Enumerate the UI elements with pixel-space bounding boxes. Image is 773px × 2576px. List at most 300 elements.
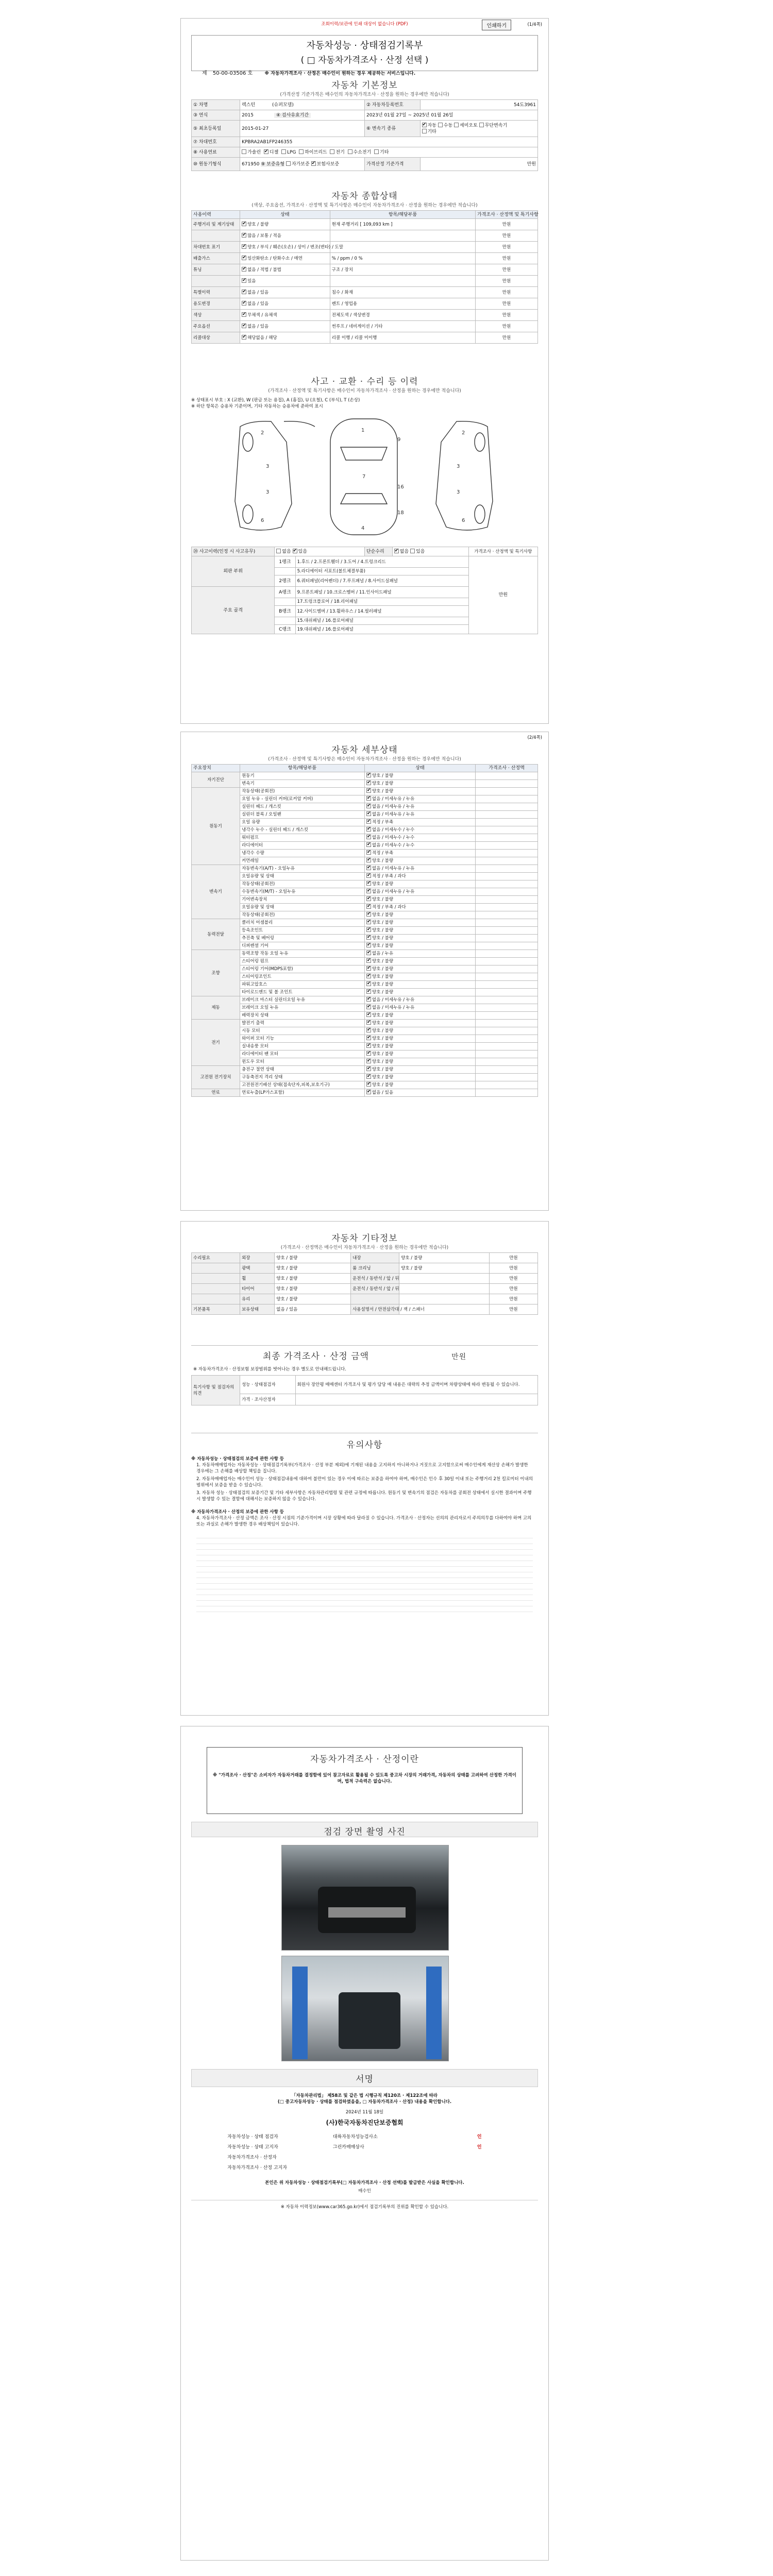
photo-title: 점검 장면 촬영 사진 (324, 1827, 406, 1837)
other-won: 만원 (489, 1284, 537, 1294)
svg-text:6: 6 (261, 518, 264, 523)
detail-group: 제동 (192, 996, 240, 1020)
checkbox[interactable] (366, 873, 371, 878)
sign-buyer: 매수인 (358, 2189, 371, 2194)
checkbox[interactable] (366, 951, 371, 955)
overall-cell (330, 230, 475, 242)
final-text: ※ 자동차가격조사 · 산정보험 보장범위를 벗어나는 경우 별도로 안내해드립니다. (193, 1367, 346, 1372)
checkbox[interactable] (366, 1074, 371, 1079)
detail-item: 오일유량 및 상태 (240, 904, 365, 911)
detail-status (364, 1020, 475, 1027)
checkbox[interactable] (264, 149, 268, 154)
detail-status-text: 양호 / 불량 (372, 936, 394, 941)
detail-status-text: 양호 / 불량 (372, 943, 394, 948)
other-cell (192, 1263, 240, 1274)
detail-status (364, 989, 475, 996)
overall-status-text: 있음 (247, 278, 256, 284)
detail-price (476, 772, 538, 780)
detail-status-text: 양호 / 불량 (372, 982, 394, 987)
overall-cell: 만원 (476, 332, 538, 344)
detail-status (364, 1050, 475, 1058)
checkbox[interactable] (366, 1036, 371, 1040)
checkbox[interactable] (366, 989, 371, 994)
other-cell: 휠 (240, 1274, 275, 1284)
checkbox[interactable] (286, 161, 291, 166)
checkbox[interactable] (366, 1066, 371, 1071)
checkbox[interactable] (366, 920, 371, 924)
caution-p4: 4. 자동차가격조사 · 산정 금액은 조사 · 산정 시점의 기준가격이며 시장 상황에 따라 달라질 수 있습니다. 가격조사 · 산정자는 선의의 관리자로서 주의의무를 다하여야 하며 고의 또는 과실로 손해가 발생한 경우 배상책임이 있습니다. (196, 1516, 532, 1527)
checkbox[interactable] (366, 881, 371, 886)
checkbox[interactable] (293, 549, 297, 553)
sign-bottom1: 본인은 위 자동차성능 · 상태점검기록부(□ 자동차가격조사 · 산정 선택)를 발급받은 사실을 확인합니다. (265, 2180, 464, 2185)
detail-item: 고전원전기배선 상태(접속단자,피복,보호기구) (240, 1081, 365, 1089)
detail-price (476, 834, 538, 842)
overall-sub: (색상, 주요옵션, 가격조사 · 산정액 및 특기사항은 매수인이 자동차가격조사 · 산정을 원하는 경우에만 적습니다) (251, 203, 478, 208)
detail-price (476, 1089, 538, 1097)
overall-cell: 차대번호 표기 (192, 242, 240, 253)
checkbox[interactable] (366, 858, 371, 862)
detail-sub: (가격조사 · 산정액 및 특기사항은 매수인이 자동차가격조사 · 산정을 원하는 경우에만 적습니다) (268, 757, 461, 762)
final-won: 만원 (451, 1353, 467, 1361)
overall-h3: 항목/해당부품 (330, 211, 475, 219)
detail-row (192, 981, 538, 989)
overall-status (240, 332, 330, 344)
checkbox[interactable] (242, 149, 246, 154)
overall-status (240, 321, 330, 332)
doc-subtitle: ( □ 자동차가격조사 · 산정 선택 ) (300, 55, 429, 65)
sign-r4l: 자동차가격조사 · 산정 고지자 (227, 2165, 288, 2171)
page-number: (1/4쪽) (527, 22, 542, 27)
plate: 54도3961 (420, 100, 538, 110)
other-cell: 양호 / 불량 (275, 1263, 351, 1274)
detail-price (476, 973, 538, 981)
detail-status (364, 780, 475, 788)
checkbox[interactable] (394, 549, 399, 553)
detail-status (364, 873, 475, 880)
label-repair: 단순수리 (364, 547, 392, 556)
detail-status (364, 973, 475, 981)
checkbox[interactable] (242, 267, 246, 272)
detail-row (192, 873, 538, 880)
accident-title: 사고 · 교환 · 수리 등 이력 (311, 377, 418, 387)
page-2 (180, 732, 549, 1211)
detail-price (476, 919, 538, 927)
checkbox[interactable] (422, 123, 427, 127)
checkbox[interactable] (366, 927, 371, 932)
label-plate: ② 자동차등록번호 (364, 100, 420, 110)
checkbox[interactable] (366, 819, 371, 824)
checkbox[interactable] (366, 788, 371, 793)
checkbox[interactable] (242, 312, 246, 317)
detail-status-text: 없음 / 미세누유 / 누유 (372, 866, 415, 871)
panel-rank2: 6.쿼터패널(리어펜더) / 7.루프패널 / 8.사이드실패널 (295, 575, 468, 587)
overall-section (191, 189, 538, 344)
detail-price (476, 904, 538, 911)
rankC: C랭크 (275, 625, 295, 634)
checkbox[interactable] (299, 149, 304, 154)
detail-item: 클러치 어셈블리 (240, 919, 365, 927)
overall-row (192, 287, 538, 298)
rank1: 1랭크 (275, 556, 295, 568)
detail-row (192, 865, 538, 873)
inspection-photo-1 (281, 1845, 449, 1951)
checkbox[interactable] (438, 123, 443, 127)
checkbox[interactable] (366, 974, 371, 978)
car-diagram (191, 411, 539, 545)
detail-status-text: 없음 / 미세누수 / 누수 (372, 835, 415, 840)
print-button[interactable]: 인쇄하기 (482, 20, 511, 30)
checkbox[interactable] (366, 889, 371, 893)
checkbox[interactable] (366, 842, 371, 847)
detail-row (192, 888, 538, 896)
checkbox[interactable] (366, 1082, 371, 1087)
overall-status (240, 242, 344, 253)
detail-row (192, 904, 538, 911)
checkbox[interactable] (366, 850, 371, 855)
detail-item: 변속기 (240, 780, 365, 788)
detail-h2: 항목/해당부품 (240, 765, 365, 772)
checkbox[interactable] (276, 549, 281, 553)
detail-row (192, 989, 538, 996)
checkbox[interactable] (330, 149, 334, 154)
detail-status-text: 없음 / 미세누유 / 누유 (372, 997, 415, 1003)
detail-status-text: 없음 / 미세누유 / 누유 (372, 796, 415, 802)
detail-status (364, 834, 475, 842)
other-cell: 유리 (240, 1294, 275, 1304)
fuel-gasoline: 가솔린 (247, 149, 261, 155)
detail-price (476, 1074, 538, 1081)
guide-box (207, 1747, 523, 1814)
doc-no: 50-00-03506 (212, 71, 246, 76)
overall-status-text: 많음 / 보통 / 적음 (247, 233, 281, 239)
detail-status (364, 904, 475, 911)
detail-price (476, 850, 538, 857)
checkbox[interactable] (366, 1005, 371, 1009)
detail-status (364, 1074, 475, 1081)
label-fuel: ⑧ 사용연료 (192, 147, 240, 158)
sign-r3l: 자동차가격조사 · 산정자 (227, 2155, 277, 2160)
other-cell (399, 1274, 490, 1284)
detail-price (476, 958, 538, 965)
other-cell: 양호 / 불량 (399, 1253, 490, 1263)
frame-head: 주요 골격 (192, 587, 275, 634)
overall-status (240, 253, 330, 264)
detail-status-text: 양호 / 불량 (372, 974, 394, 979)
overall-status-text: 해당없음 / 해당 (247, 335, 277, 341)
other-row (192, 1284, 538, 1294)
overall-status-text: 없음 / 있음 (247, 290, 269, 295)
checkbox[interactable] (366, 1051, 371, 1056)
checkbox[interactable] (242, 335, 246, 340)
other-cell: 룸 크리닝 (351, 1263, 399, 1274)
overall-cell (192, 230, 240, 242)
sign-law2: (□ 중고자동차성능 · 상태를 점검하였음을, □ 자동차가격조사 · 산정) 내용을 확인합니다. (277, 2099, 452, 2105)
fuel-hydrogen: 수소전기 (353, 149, 372, 155)
detail-status (364, 1058, 475, 1066)
other-cell: 양호 / 불량 (275, 1253, 351, 1263)
detail-status (364, 842, 475, 850)
checkbox[interactable] (366, 896, 371, 901)
detail-status (364, 880, 475, 888)
basic-table (191, 99, 538, 171)
overall-cell: % / ppm / 0 % (330, 253, 475, 264)
checkbox[interactable] (366, 943, 371, 947)
detail-status (364, 965, 475, 973)
other-section (191, 1231, 538, 1315)
checkbox[interactable] (366, 904, 371, 909)
checkbox[interactable] (242, 244, 246, 249)
doc-no-suffix: 호 (247, 71, 253, 76)
label-engine: ⑩ 원동기형식 (192, 158, 240, 171)
overall-cell: 만원 (476, 219, 538, 230)
svg-text:9: 9 (397, 437, 401, 443)
checkbox[interactable] (366, 804, 371, 808)
other-cell: 외장 (240, 1253, 275, 1263)
other-cell (192, 1294, 240, 1304)
detail-item: 오일 유량 (240, 819, 365, 826)
overall-cell: 만원 (476, 298, 538, 310)
other-cell: 보유상태 (240, 1304, 275, 1315)
checkbox[interactable] (366, 1090, 371, 1094)
checkbox[interactable] (348, 149, 352, 154)
checkbox[interactable] (366, 835, 371, 839)
detail-row (192, 965, 538, 973)
guide-title: 자동차가격조사 · 산정이란 (310, 1754, 419, 1765)
detail-status (364, 896, 475, 904)
other-row (192, 1304, 538, 1315)
checkbox[interactable] (366, 997, 371, 1002)
label-trans: ⑥ 변속기 종류 (364, 121, 420, 137)
repair-none: 없음 (399, 549, 409, 554)
caution-fineprint (196, 1533, 533, 1615)
caution-p2: 2. 자동차매매업자는 매수인이 성능 · 상태점검내용에 대하여 불만이 있는 경우 이에 따르는 보증을 하여야 하며, 매수인은 인수 후 30일 이내 또는 주행거리 2천 킬로미터 이내의 범위에서 보증을 받을 수 있습니다. (196, 1477, 533, 1488)
detail-status (364, 911, 475, 919)
detail-status-text: 없음 / 미세누유 / 누유 (372, 889, 415, 894)
detail-status-text: 양호 / 불량 (372, 789, 394, 794)
checkbox[interactable] (366, 1012, 371, 1017)
valid: 2023년 01월 27일 ~ 2025년 01월 26일 (364, 110, 537, 121)
checkbox[interactable] (366, 1028, 371, 1032)
frame-rankA2: 17.트렁크플로어 / 18.리어패널 (295, 598, 468, 606)
page-4 (180, 1726, 549, 2561)
other-row (192, 1274, 538, 1284)
checkbox[interactable] (242, 290, 246, 294)
page-number-2: (2/4쪽) (527, 735, 542, 740)
other-cell: 타이어 (240, 1284, 275, 1294)
detail-row (192, 1081, 538, 1089)
rankB: B랭크 (275, 606, 295, 617)
checkbox[interactable] (374, 149, 379, 154)
detail-row (192, 842, 538, 850)
overall-cell: 만원 (476, 264, 538, 276)
first-reg: 2015-01-27 (240, 121, 365, 137)
checkbox[interactable] (242, 301, 246, 306)
detail-status (364, 811, 475, 819)
detail-item: 발전기 출력 (240, 1020, 365, 1027)
year: 2015 (242, 112, 254, 118)
detail-status (364, 1004, 475, 1012)
detail-h3: 상태 (364, 765, 475, 772)
frame-rankB: 12.사이드멤버 / 13.휠하우스 / 14.필러패널 (295, 606, 468, 617)
overall-cell: 전체도색 / 색상변경 (330, 310, 475, 321)
detail-price (476, 811, 538, 819)
detail-row (192, 911, 538, 919)
overall-status-text: 일산화탄소 / 탄화수소 / 매연 (247, 256, 303, 261)
checkbox[interactable] (242, 222, 246, 226)
frame-rankA: 9.프론트패널 / 10.크로스멤버 / 11.인사이드패널 (295, 587, 468, 598)
checkbox[interactable] (366, 781, 371, 785)
checkbox[interactable] (366, 981, 371, 986)
overall-row (192, 242, 538, 253)
checkbox[interactable] (366, 935, 371, 940)
detail-status (364, 772, 475, 780)
checkbox[interactable] (422, 129, 427, 133)
detail-status (364, 950, 475, 958)
detail-row (192, 958, 538, 965)
accident-sub: (가격조사 · 산정액 및 특기사항은 매수인이 자동차가격조사 · 산정을 원하는 경우에만 적습니다) (268, 388, 461, 394)
overall-cell: 침수 / 화재 (330, 287, 475, 298)
svg-text:1: 1 (361, 428, 365, 433)
detail-item: 브레이크 오일 누유 (240, 1004, 365, 1012)
checkbox[interactable] (281, 149, 286, 154)
checkbox[interactable] (366, 796, 371, 801)
checkbox[interactable] (366, 811, 371, 816)
acc-none: 없음 (282, 549, 291, 554)
overall-row (192, 264, 538, 276)
frame-rankB2: 15.대쉬패널 / 16.플로어패널 (295, 617, 468, 625)
other-title: 자동차 기타정보 (331, 1233, 398, 1244)
checkbox[interactable] (242, 324, 246, 328)
warranty-insurance: 보험사보증 (316, 161, 340, 167)
detail-status (364, 935, 475, 942)
overall-row (192, 332, 538, 344)
detail-status (364, 888, 475, 896)
detail-price (476, 1058, 538, 1066)
detail-item: 오일 누유 - 실린더 커버(로커암 커버) (240, 795, 365, 803)
detail-row (192, 850, 538, 857)
detail-price (476, 803, 538, 811)
detail-status-text: 양호 / 불량 (372, 1059, 394, 1064)
detail-status-text: 없음 / 있음 (372, 1090, 394, 1095)
engine-cell (240, 158, 365, 171)
checkbox[interactable] (242, 256, 246, 260)
detail-status (364, 919, 475, 927)
caution-h2: ※ 자동차가격조사 · 산정의 보증에 관한 사항 등 (191, 1510, 284, 1515)
checkbox[interactable] (366, 827, 371, 832)
detail-row (192, 1020, 538, 1027)
detail-group: 자기진단 (192, 772, 240, 788)
checkbox[interactable] (366, 773, 371, 777)
other-won: 만원 (489, 1253, 537, 1263)
detail-status (364, 942, 475, 950)
detail-item: 동력조향 작동 오일 누유 (240, 950, 365, 958)
overall-cell: 리콜 이행 / 리콜 미이행 (330, 332, 475, 344)
overall-row (192, 321, 538, 332)
detail-row (192, 919, 538, 927)
trans-etc: 기타 (427, 129, 436, 134)
detail-status (364, 996, 475, 1004)
final-r1l: 특기사항 및 점검자의 의견 (192, 1376, 240, 1405)
detail-status-text: 양호 / 불량 (372, 1013, 394, 1018)
checkbox[interactable] (454, 123, 459, 127)
checkbox[interactable] (366, 912, 371, 917)
other-won: 만원 (489, 1263, 537, 1274)
detail-status (364, 857, 475, 865)
fuel-lpg: LPG (287, 149, 296, 155)
detail-status-text: 양호 / 불량 (372, 1044, 394, 1049)
detail-item: 실린더 블록 / 오일팬 (240, 811, 365, 819)
other-cell (399, 1284, 490, 1294)
detail-status (364, 1035, 475, 1043)
detail-status (364, 1089, 475, 1097)
detail-item: 작동상태(공회전) (240, 788, 365, 795)
other-cell (399, 1294, 490, 1304)
overall-h2: 상태 (240, 211, 330, 219)
detail-h1: 주요장치 (192, 765, 240, 772)
detail-row (192, 1004, 538, 1012)
warranty-self: 자가보증 (291, 161, 310, 167)
other-sub: (가격조사 · 산정액은 매수인이 자동차가격조사 · 산정을 원하는 경우에만 적습니다) (280, 1245, 449, 1250)
checkbox[interactable] (410, 549, 415, 553)
detail-item: 수동변속기(M/T) - 오일누유 (240, 888, 365, 896)
trans-auto: 자동 (427, 123, 436, 128)
checkbox[interactable] (366, 966, 371, 971)
other-cell: 수리필요 (192, 1253, 240, 1263)
checkbox[interactable] (479, 123, 484, 127)
checkbox[interactable] (366, 1020, 371, 1025)
svg-text:2: 2 (462, 430, 465, 436)
sign-r2v: 그린카매매상사 (332, 2145, 364, 2150)
checkbox[interactable] (366, 1043, 371, 1048)
svg-text:16: 16 (397, 484, 404, 490)
detail-status (364, 803, 475, 811)
trans-semi: 세미오토 (460, 123, 478, 128)
detail-group: 고전원 전기장치 (192, 1066, 240, 1089)
car-name: 렉스턴 (242, 102, 256, 108)
detail-price (476, 996, 538, 1004)
frame-rankC: 19.대쉬패널 / 16.플로어패널 (295, 625, 468, 634)
overall-row (192, 219, 538, 230)
checkbox[interactable] (366, 1059, 371, 1063)
checkbox[interactable] (366, 958, 371, 963)
detail-row (192, 1066, 538, 1074)
accident-legend2: ※ 하단 항목은 승용차 기준이며, 기타 자동차는 승용차에 준하여 표시 (191, 404, 323, 409)
checkbox[interactable] (242, 233, 246, 238)
label-price: 가격산정 기준가격 (364, 158, 420, 171)
detail-row (192, 1050, 538, 1058)
checkbox[interactable] (242, 278, 246, 283)
detail-row (192, 1089, 538, 1097)
other-row (192, 1294, 538, 1304)
checkbox[interactable] (366, 866, 371, 870)
detail-group: 전기 (192, 1020, 240, 1066)
fuel-electric: 전기 (335, 149, 345, 155)
rankA: A랭크 (275, 587, 295, 598)
other-cell: 내장 (351, 1253, 399, 1263)
detail-group: 동력전달 (192, 919, 240, 950)
detail-section (191, 742, 538, 1097)
overall-cell: 렌트 / 영업용 (330, 298, 475, 310)
detail-price (476, 927, 538, 935)
doc-header (191, 35, 538, 76)
detail-status-text: 양호 / 불량 (372, 967, 394, 972)
detail-status-text: 양호 / 불량 (372, 773, 394, 778)
sign-r3v (331, 2153, 476, 2163)
overall-cell (192, 276, 240, 287)
overall-status-text: 무채색 / 유채색 (247, 312, 277, 318)
label-year: ③ 연식 (192, 110, 240, 121)
checkbox[interactable] (311, 161, 316, 166)
